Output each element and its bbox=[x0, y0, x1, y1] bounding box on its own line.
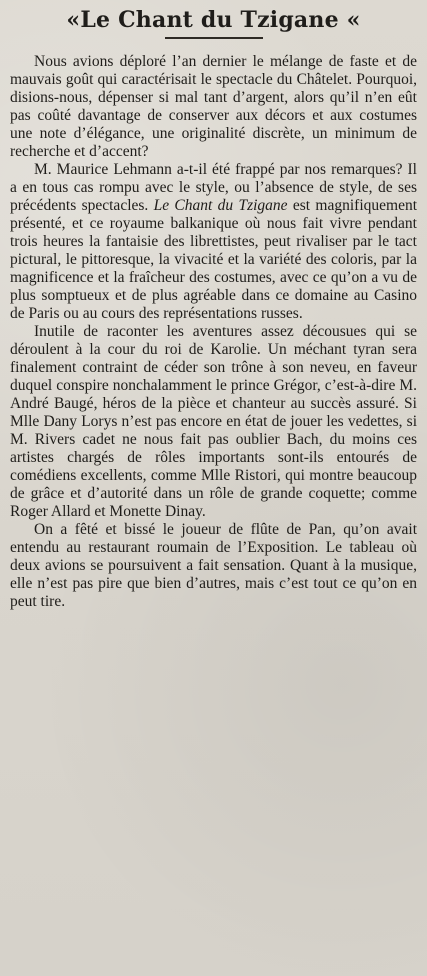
article-paragraph-2-start: M. Maurice Lehmann a-t-il été frappé par nos remarques? Il a en tous cas rompu avec le style, ou l’absence de style, de ses précédents spectacles. bbox=[10, 161, 417, 215]
article-paragraph-4: On a fêté et bissé le joueur de flûte de Pan, qu’on avait entendu au restaurant roumain de l’Exposition. Le tableau où deux avions se poursuivent a fait sensation. Quant à la musique, elle n’est pas pire que bien d’autres, mais c’est tout ce qu’on en peut tire. bbox=[10, 521, 417, 611]
article-paragraph-1: Nous avions déploré l’an dernier le mélange de faste et de mauvais goût qui caractérisait le spectacle du Châtelet. Pourquoi, disions-nous, dépenser si mal tant d’argent, alors qu’il n’en eût pas coûté davantage de conserver aux décors et aux costumes une note d’élégance, une originalité discrète, un minimum de recherche et d’accent? bbox=[10, 53, 417, 161]
article-title: «Le Chant du Tzigane « bbox=[66, 7, 361, 33]
article-paragraph-2 bbox=[10, 161, 417, 323]
article-body bbox=[10, 53, 417, 611]
article-paragraph-3: Inutile de raconter les aventures assez décousues qui se déroulent à la cour du roi de Karolie. Un méchant tyran sera finalement contraint de céder son trône à son neveu, en faveur duquel conspire nonchalamment le prince Grégor, c’est-à-dire M. André Baugé, héros de la pièce et chanteur au succès assuré. Si Mlle Dany Lorys n’est pas encore en état de jouer les vedettes, si M. Rivers cadet ne nous fait pas oublier Bach, du moins ces artistes chargés de rôles importants sont-ils entourés de comédiens excellents, comme Mlle Ristori, qui montre beaucoup de grâce et d’autorité dans un rôle de grande coquette; comme Roger Allard et Monette Dinay. bbox=[10, 323, 417, 521]
play-title-italic: Le Chant du Tzigane bbox=[153, 197, 288, 215]
article-paragraph-2-end: est magnifiquement présenté, et ce royaume balkanique où nous fait vivre pendant trois heures la fantaisie des librettistes, peut rivaliser par le tact pictural, le pittoresque, la vivacité et la variété des coloris, par la magnificence et la fraîcheur des costumes, avec ce qu’on a vu de plus somptueux et de plus agréable dans ce domaine au Casino de Paris ou au cours des représentations russes. bbox=[10, 197, 418, 323]
title-underline bbox=[165, 37, 263, 39]
